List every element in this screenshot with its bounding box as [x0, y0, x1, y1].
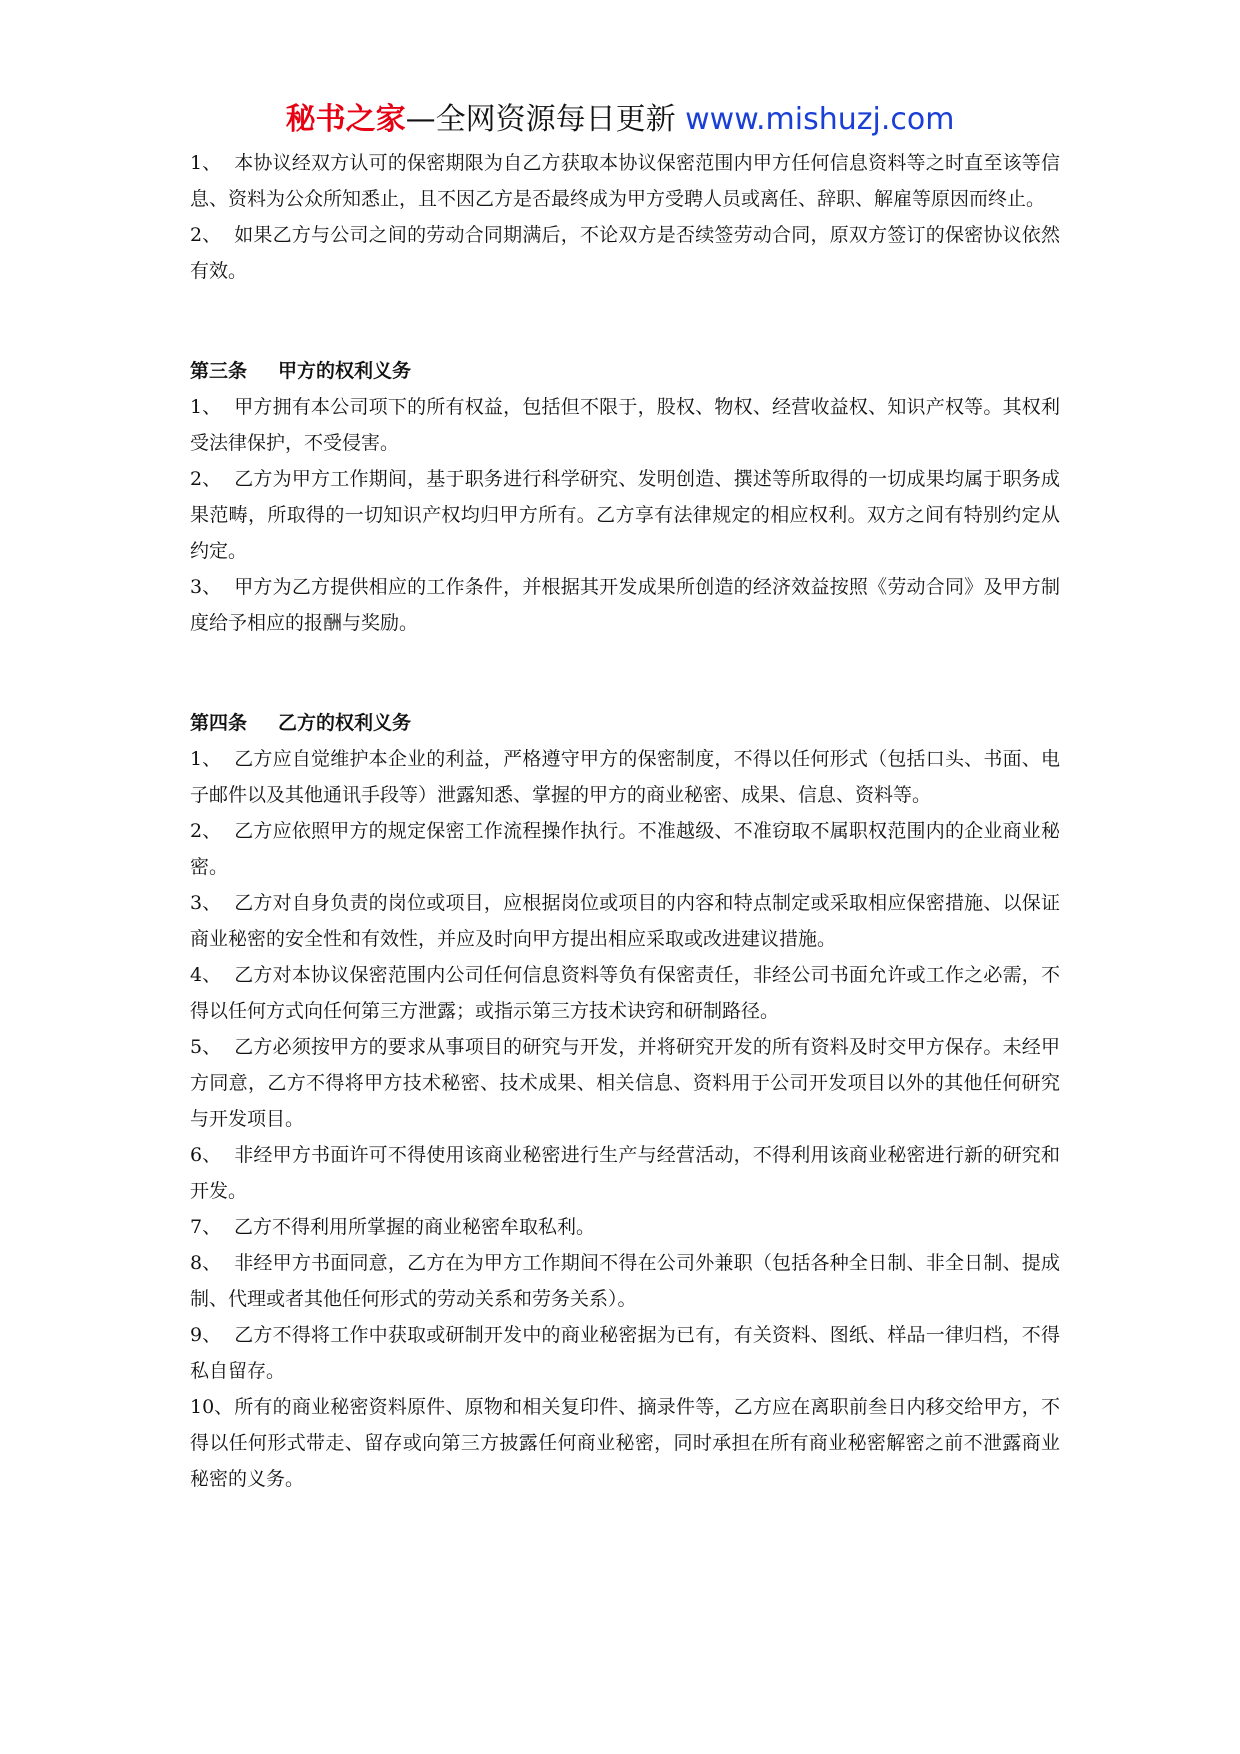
clause-number: 1、 — [190, 152, 222, 174]
intro-clause-2 — [190, 217, 1060, 289]
clause-number: 4、 — [190, 964, 222, 986]
section-4-clause-1 — [190, 741, 1060, 813]
clause-text: 所有的商业秘密资料原件、原物和相关复印件、摘录件等，乙方应在离职前叁日内移交给甲方，不得以任何形式带走、留存或向第三方披露任何商业秘密，同时承担在所有商业秘密解密之前不泄露商业秘密的义务。 — [190, 1396, 1060, 1490]
section-4-clause-3 — [190, 885, 1060, 957]
clause-number: 2、 — [190, 820, 222, 842]
clause-text: 乙方为甲方工作期间，基于职务进行科学研究、发明创造、撰述等所取得的一切成果均属于职务成果范畴，所取得的一切知识产权均归甲方所有。乙方享有法律规定的相应权利。双方之间有特别约定从约定。 — [190, 468, 1060, 562]
clause-text: 如果乙方与公司之间的劳动合同期满后，不论双方是否续签劳动合同，原双方签订的保密协议依然有效。 — [190, 224, 1060, 282]
banner-brand: 秘书之家 — [285, 102, 406, 137]
clause-text: 乙方不得利用所掌握的商业秘密牟取私利。 — [234, 1216, 596, 1238]
clause-number: 9、 — [190, 1324, 222, 1346]
section-4-heading — [190, 705, 1060, 741]
section-4-clause-6 — [190, 1137, 1060, 1209]
section-4-clause-9 — [190, 1317, 1060, 1389]
clause-number: 8、 — [190, 1252, 222, 1274]
banner-url[interactable]: www.mishuzj.com — [685, 102, 955, 137]
clause-text: 乙方应自觉维护本企业的利益，严格遵守甲方的保密制度，不得以任何形式（包括口头、书面、电子邮件以及其他通讯手段等）泄露知悉、掌握的甲方的商业秘密、成果、信息、资料等。 — [190, 748, 1060, 806]
section-spacer — [190, 641, 1060, 705]
clause-text: 甲方拥有本公司项下的所有权益，包括但不限于，股权、物权、经营收益权、知识产权等。其权利受法律保护，不受侵害。 — [190, 396, 1060, 454]
clause-number: 1、 — [190, 748, 222, 770]
section-4-label: 第四条 — [190, 712, 248, 734]
section-spacer — [190, 289, 1060, 353]
clause-text: 本协议经双方认可的保密期限为自乙方获取本协议保密范围内甲方任何信息资料等之时直至该等信息、资料为公众所知悉止，且不因乙方是否最终成为甲方受聘人员或离任、辞职、解雇等原因而终止。 — [190, 152, 1060, 210]
clause-text: 乙方必须按甲方的要求从事项目的研究与开发，并将研究开发的所有资料及时交甲方保存。未经甲方同意，乙方不得将甲方技术秘密、技术成果、相关信息、资料用于公司开发项目以外的其他任何研究与开发项目。 — [190, 1036, 1060, 1130]
section-3-heading — [190, 353, 1060, 389]
clause-text: 乙方应依照甲方的规定保密工作流程操作执行。不准越级、不准窃取不属职权范围内的企业商业秘密。 — [190, 820, 1060, 878]
clause-number: 3、 — [190, 576, 222, 598]
section-4-clause-8 — [190, 1245, 1060, 1317]
section-4-clause-10 — [190, 1389, 1060, 1497]
section-4-clause-2 — [190, 813, 1060, 885]
section-3-clause-3 — [190, 569, 1060, 641]
clause-text: 非经甲方书面同意，乙方在为甲方工作期间不得在公司外兼职（包括各种全日制、非全日制、提成制、代理或者其他任何形式的劳动关系和劳务关系）。 — [190, 1252, 1060, 1310]
clause-number: 10、 — [190, 1396, 234, 1418]
section-3-clause-2 — [190, 461, 1060, 569]
section-3-label: 第三条 — [190, 360, 248, 382]
section-4-title: 乙方的权利义务 — [278, 712, 412, 734]
banner-slogan: —全网资源每日更新 — [405, 102, 686, 137]
section-3-clause-1 — [190, 389, 1060, 461]
clause-number: 2、 — [190, 224, 222, 246]
section-4-clause-7 — [190, 1209, 1060, 1245]
clause-number: 2、 — [190, 468, 222, 490]
document-body — [190, 145, 1060, 1497]
clause-text: 乙方对本协议保密范围内公司任何信息资料等负有保密责任，非经公司书面允许或工作之必需，不得以任何方式向任何第三方泄露；或指示第三方技术诀窍和研制路径。 — [190, 964, 1060, 1022]
clause-number: 1、 — [190, 396, 222, 418]
clause-text: 甲方为乙方提供相应的工作条件，并根据其开发成果所创造的经济效益按照《劳动合同》及甲方制度给予相应的报酬与奖励。 — [190, 576, 1060, 634]
section-4-clause-4 — [190, 957, 1060, 1029]
clause-number: 6、 — [190, 1144, 222, 1166]
clause-number: 7、 — [190, 1216, 222, 1238]
clause-text: 乙方不得将工作中获取或研制开发中的商业秘密据为已有，有关资料、图纸、样品一律归档，不得私自留存。 — [190, 1324, 1060, 1382]
section-3-title: 甲方的权利义务 — [278, 360, 412, 382]
clause-number: 5、 — [190, 1036, 222, 1058]
clause-number: 3、 — [190, 892, 222, 914]
section-4-clause-5 — [190, 1029, 1060, 1137]
intro-clause-1 — [190, 145, 1060, 217]
site-banner — [0, 100, 1240, 140]
clause-text: 非经甲方书面许可不得使用该商业秘密进行生产与经营活动，不得利用该商业秘密进行新的研究和开发。 — [190, 1144, 1060, 1202]
clause-text: 乙方对自身负责的岗位或项目，应根据岗位或项目的内容和特点制定或采取相应保密措施、以保证商业秘密的安全性和有效性，并应及时向甲方提出相应采取或改进建议措施。 — [190, 892, 1060, 950]
